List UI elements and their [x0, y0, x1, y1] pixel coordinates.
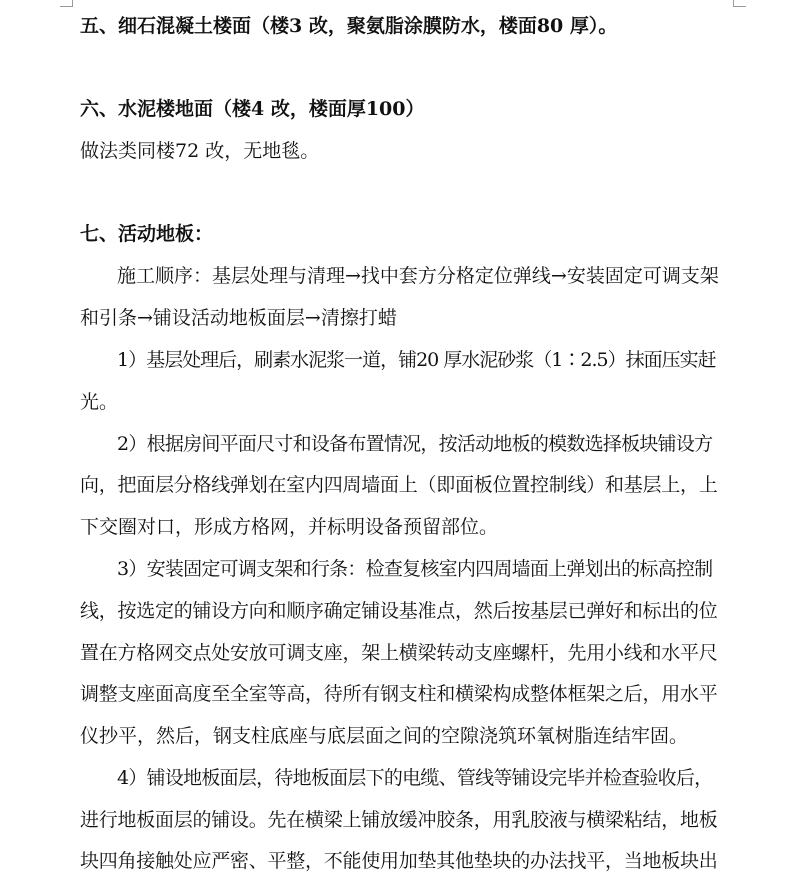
margin-corner-mark-left — [60, 0, 73, 7]
section-heading-7: 七、活动地板： — [80, 223, 214, 245]
step-2-line-1: 2）根据房间平面尺寸和设备布置情况，按活动地板的模数选择板块铺设方 — [117, 433, 713, 455]
step-3-line-2: 线，按选定的铺设方向和顺序确定铺设基准点，然后按基层已弹好和标出的位 — [80, 600, 718, 622]
step-4-line-2: 进行地板面层的铺设。先在横梁上铺放缓冲胶条，用乳胶液与横梁粘结，地板 — [80, 809, 718, 831]
construction-sequence-line-1: 施工顺序：基层处理与清理→找中套方分格定位弹线→安装固定可调支架 — [117, 265, 719, 287]
section-heading-6: 六、水泥楼地面（楼4 改，楼面厚100） — [80, 98, 425, 120]
step-2-line-2: 向，把面层分格线弹划在室内四周墙面上（即面板位置控制线）和基层上，上 — [80, 474, 718, 496]
section-6-paragraph: 做法类同楼72 改，无地毯。 — [80, 140, 320, 162]
step-1-line-2: 光。 — [80, 391, 119, 413]
step-3-line-4: 调整支座面高度至全室等高，待所有钢支柱和横梁构成整体框架之后，用水平 — [80, 683, 718, 705]
margin-corner-mark-right — [733, 0, 746, 7]
section-heading-5: 五、细石混凝土楼面（楼3 改，聚氨脂涂膜防水，楼面80 厚）。 — [80, 15, 618, 37]
step-4-line-1: 4）铺设地板面层，待地板面层下的电缆、管线等铺设完毕并检查验收后， — [117, 767, 713, 789]
step-3-line-3: 置在方格网交点处安放可调支座，架上横梁转动支座螺杆，先用小线和水平尺 — [80, 642, 718, 664]
step-1-line-1: 1）基层处理后，刷素水泥浆一道，铺20 厚水泥砂浆（1∶2.5）抹面压实赶 — [117, 349, 716, 371]
step-4-line-3: 块四角接触处应严密、平整，不能使用加垫其他垫块的办法找平，当地板块出 — [80, 850, 718, 872]
step-3-line-5: 仪抄平，然后，钢支柱底座与底层面之间的空隙浇筑环氧树脂连结牢固。 — [80, 725, 689, 747]
step-2-line-3: 下交圈对口，形成方格网，并标明设备预留部位。 — [80, 516, 499, 538]
step-3-line-1: 3）安装固定可调支架和行条：检查复核室内四周墙面上弹划出的标高控制 — [117, 558, 713, 580]
construction-sequence-line-2: 和引条→铺设活动地板面层→清擦打蜡 — [80, 307, 397, 329]
